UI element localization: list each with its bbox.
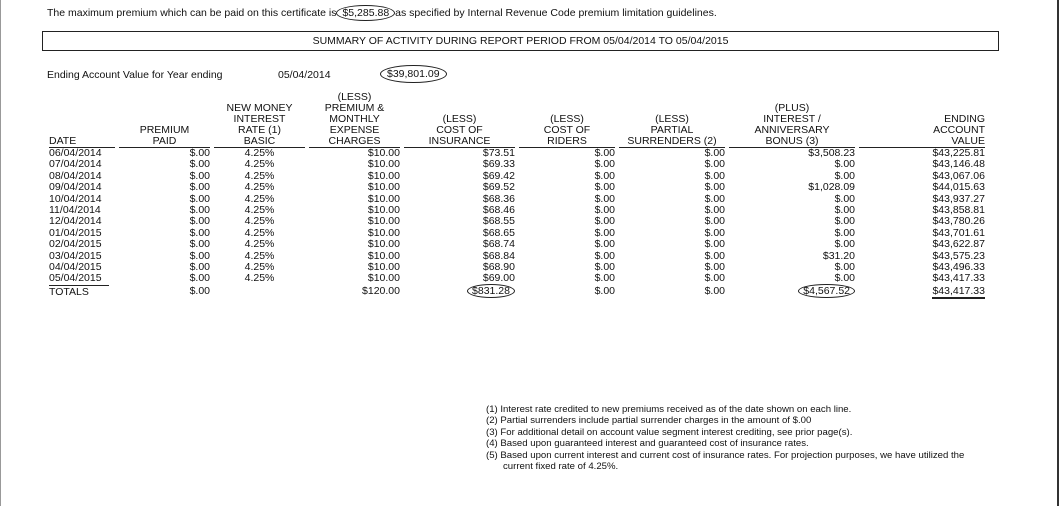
cell-ending-value: $44,015.63 xyxy=(932,181,985,194)
cell-premium-paid: $.00 xyxy=(189,226,210,239)
cell-date: 03/04/2015 xyxy=(49,249,102,262)
column-header-ending-value xyxy=(857,92,987,148)
max-premium-amount: $5,285.88 xyxy=(336,5,395,21)
cell-expense-charges: $10.00 xyxy=(367,181,400,194)
cell-ending-value: $43,780.26 xyxy=(932,215,985,228)
cell-cost-of-riders: $.00 xyxy=(594,181,615,194)
cell-interest-bonus: $31.20 xyxy=(822,249,855,262)
cell-premium-paid: $.00 xyxy=(189,181,210,194)
cell-ending-value: $43,701.61 xyxy=(932,226,985,239)
cell-ending-value: $43,937.27 xyxy=(932,192,985,205)
cell-cost-of-riders: $.00 xyxy=(594,169,615,182)
cell-interest-bonus: $.00 xyxy=(834,261,855,274)
cell-interest-bonus: $3,508.23 xyxy=(808,147,855,159)
cell-cost-of-riders: $.00 xyxy=(594,215,615,228)
ending-account-value: $39,801.09 xyxy=(380,65,447,83)
footnote-5: (5) Based upon current interest and current cost of insurance rates. For projection purposes, we have utilized the xyxy=(486,449,965,461)
cell-premium-paid: $.00 xyxy=(189,192,210,205)
column-header-line: (LESS) xyxy=(442,113,477,125)
cell-premium-paid: $.00 xyxy=(189,272,210,285)
column-header-line: (LESS) xyxy=(550,113,584,125)
footnote-3: (3) For additional detail on account value segment interest crediting, see prior page(s). xyxy=(486,426,853,438)
cell-partial-surrenders: $.00 xyxy=(704,272,725,285)
cell-interest-rate: 4.25% xyxy=(244,147,275,159)
footnote-5-continued: current fixed rate of 4.25%. xyxy=(503,461,619,473)
cell-date: 11/04/2014 xyxy=(49,204,101,217)
cell-date: 04/04/2015 xyxy=(49,261,102,274)
column-header-line: RATE (1) xyxy=(238,124,281,136)
cell-date: 02/04/2015 xyxy=(49,238,102,251)
totals-premium: $.00 xyxy=(189,285,210,298)
cell-interest-rate: 4.25% xyxy=(244,169,275,182)
table-header-row xyxy=(47,92,987,148)
cell-partial-surrenders: $.00 xyxy=(704,204,725,217)
cell-cost-of-insurance: $68.90 xyxy=(482,261,515,274)
cell-premium-paid: $.00 xyxy=(189,215,210,228)
cell-partial-surrenders: $.00 xyxy=(704,249,725,262)
column-header-line: MONTHLY xyxy=(329,113,380,125)
page-edge-left xyxy=(0,0,1,506)
premium-limit-statement xyxy=(47,7,717,19)
cell-cost-of-riders: $.00 xyxy=(594,238,615,251)
cell-expense-charges: $10.00 xyxy=(367,215,400,228)
column-header-line: ACCOUNT xyxy=(933,124,985,136)
cell-date: 08/04/2014 xyxy=(49,169,102,182)
cell-cost-of-riders: $.00 xyxy=(594,192,615,205)
column-header-partial-surrenders xyxy=(617,92,727,148)
column-header-line: COST OF xyxy=(436,124,483,136)
cell-cost-of-insurance: $68.55 xyxy=(482,215,515,228)
footnote-1: (1) Interest rate credited to new premiums received as of the date shown on each line. xyxy=(486,404,852,415)
cell-expense-charges: $10.00 xyxy=(367,147,400,159)
column-header-line: PREMIUM & xyxy=(324,102,385,114)
footnotes xyxy=(486,404,964,472)
cell-interest-bonus: $.00 xyxy=(834,192,855,205)
column-header-date xyxy=(47,92,117,148)
cell-date: 05/04/2015 xyxy=(49,272,102,285)
footnote-2: (2) Partial surrenders include partial surrender charges in the amount of $.00 xyxy=(486,415,812,427)
cell-premium-paid: $.00 xyxy=(189,169,210,182)
summary-title: SUMMARY OF ACTIVITY DURING REPORT PERIOD FROM 05/04/2014 TO 05/04/2015 xyxy=(312,35,729,47)
cell-partial-surrenders: $.00 xyxy=(704,215,725,228)
cell-cost-of-riders: $.00 xyxy=(594,204,615,217)
cell-interest-rate: 4.25% xyxy=(244,204,275,217)
cell-interest-bonus: $.00 xyxy=(834,272,855,285)
cell-date: 06/04/2014 xyxy=(49,147,102,159)
summary-title-box xyxy=(42,31,999,51)
footnote-4: (4) Based upon guaranteed interest and guaranteed cost of insurance rates. xyxy=(486,438,809,450)
cell-interest-rate: 4.25% xyxy=(244,249,275,262)
ending-account-label: Ending Account Value for Year ending xyxy=(47,69,223,81)
column-header-line: EXPENSE xyxy=(329,124,380,136)
column-header-line: INTEREST xyxy=(233,113,286,125)
cell-partial-surrenders: $.00 xyxy=(704,192,725,205)
column-header-line: INSURANCE xyxy=(404,136,515,148)
column-header-line: BONUS (3) xyxy=(729,136,855,148)
cell-date: 01/04/2015 xyxy=(49,226,102,239)
cell-premium-paid: $.00 xyxy=(189,147,210,159)
cell-premium-paid: $.00 xyxy=(189,249,210,262)
cell-cost-of-riders: $.00 xyxy=(594,261,615,274)
cell-cost-of-insurance: $68.84 xyxy=(482,249,515,262)
cell-interest-bonus: $.00 xyxy=(834,238,855,251)
cell-expense-charges: $10.00 xyxy=(367,272,400,285)
cell-ending-value: $43,146.48 xyxy=(932,158,985,171)
table-row xyxy=(47,182,987,193)
column-header-line: RIDERS xyxy=(519,136,615,148)
cell-ending-value: $43,067.06 xyxy=(932,169,985,182)
premium-limit-text-before: The maximum premium which can be paid on this certificate is xyxy=(47,7,337,19)
cell-expense-charges: $10.00 xyxy=(367,158,400,171)
cell-ending-value: $43,496.33 xyxy=(932,261,985,274)
cell-date: 09/04/2014 xyxy=(49,181,102,194)
cell-interest-bonus: $.00 xyxy=(834,226,855,239)
cell-ending-value: $43,225.81 xyxy=(932,147,985,159)
cell-premium-paid: $.00 xyxy=(189,158,210,171)
cell-cost-of-riders: $.00 xyxy=(594,158,615,171)
column-header-line: VALUE xyxy=(859,136,985,148)
activity-table xyxy=(47,92,987,298)
cell-cost-of-insurance: $69.00 xyxy=(482,272,515,285)
table-row xyxy=(47,239,987,250)
totals-riders: $.00 xyxy=(594,285,615,298)
totals-bonus: $4,567.52 xyxy=(727,285,857,298)
cell-expense-charges: $10.00 xyxy=(367,192,400,205)
cell-interest-rate: 4.25% xyxy=(244,181,275,194)
table-row xyxy=(47,273,987,284)
column-header-line xyxy=(49,92,115,103)
totals-surrenders: $.00 xyxy=(704,285,725,298)
cell-interest-bonus: $.00 xyxy=(834,169,855,182)
cell-cost-of-insurance: $68.74 xyxy=(482,238,515,251)
cell-cost-of-insurance: $69.52 xyxy=(482,181,515,194)
cell-expense-charges: $10.00 xyxy=(367,169,400,182)
cell-premium-paid: $.00 xyxy=(189,261,210,274)
totals-label: TOTALS xyxy=(47,285,117,298)
cell-cost-of-insurance: $68.36 xyxy=(482,192,515,205)
cell-expense-charges: $10.00 xyxy=(367,238,400,251)
cell-interest-bonus: $.00 xyxy=(834,215,855,228)
totals-coi: $831.28 xyxy=(402,285,517,298)
cell-cost-of-riders: $.00 xyxy=(594,272,615,285)
table-body xyxy=(47,148,987,285)
cell-partial-surrenders: $.00 xyxy=(704,147,725,159)
cell-interest-rate: 4.25% xyxy=(244,238,275,251)
cell-partial-surrenders: $.00 xyxy=(704,238,725,251)
column-header-line xyxy=(49,114,115,125)
cell-cost-of-riders: $.00 xyxy=(594,249,615,262)
cell-cost-of-insurance: $73.51 xyxy=(482,147,515,159)
column-header-line: ANNIVERSARY xyxy=(754,124,830,136)
column-header-line: SURRENDERS (2) xyxy=(619,136,725,148)
cell-ending-value: $43,622.87 xyxy=(932,238,985,251)
column-header-line: PAID xyxy=(119,136,210,148)
cell-expense-charges: $10.00 xyxy=(367,226,400,239)
cell-interest-bonus: $1,028.09 xyxy=(808,181,855,194)
ending-account-date: 05/04/2014 xyxy=(278,69,331,81)
totals-ending: $43,417.33 xyxy=(932,285,985,298)
cell-ending-value: $43,417.33 xyxy=(932,272,985,285)
column-header-line: (LESS) xyxy=(337,91,372,103)
column-header-premium-paid xyxy=(117,92,212,148)
cell-cost-of-insurance: $68.65 xyxy=(482,226,515,239)
cell-premium-paid: $.00 xyxy=(189,204,210,217)
cell-cost-of-insurance: $69.33 xyxy=(482,158,515,171)
cell-partial-surrenders: $.00 xyxy=(704,226,725,239)
column-header-line xyxy=(49,103,115,114)
totals-row xyxy=(47,285,987,298)
cell-interest-rate: 4.25% xyxy=(244,261,275,274)
column-header-line: BASIC xyxy=(214,136,305,148)
column-header-line: NEW MONEY xyxy=(226,102,293,114)
cell-ending-value: $43,858.81 xyxy=(932,204,985,217)
cell-partial-surrenders: $.00 xyxy=(704,158,725,171)
totals-expense: $120.00 xyxy=(362,285,400,298)
column-header-cost-of-riders xyxy=(517,92,617,148)
cell-cost-of-insurance: $69.42 xyxy=(482,169,515,182)
column-header-cost-of-insurance xyxy=(402,92,517,148)
cell-date: 12/04/2014 xyxy=(49,215,102,228)
column-header-line: ENDING xyxy=(944,113,985,125)
column-header-line: CHARGES xyxy=(309,136,400,148)
cell-interest-rate: 4.25% xyxy=(244,158,275,171)
cell-interest-rate: 4.25% xyxy=(244,226,275,239)
column-header-line: PREMIUM xyxy=(139,124,190,136)
cell-partial-surrenders: $.00 xyxy=(704,261,725,274)
cell-cost-of-riders: $.00 xyxy=(594,147,615,159)
cell-cost-of-insurance: $68.46 xyxy=(482,204,515,217)
cell-interest-rate: 4.25% xyxy=(244,215,275,228)
cell-date: 07/04/2014 xyxy=(49,158,102,171)
column-header-line: INTEREST / xyxy=(763,113,821,125)
column-header-interest-rate xyxy=(212,92,307,148)
cell-interest-rate: 4.25% xyxy=(244,272,275,285)
cell-expense-charges: $10.00 xyxy=(367,249,400,262)
cell-interest-bonus: $.00 xyxy=(834,158,855,171)
cell-expense-charges: $10.00 xyxy=(367,261,400,274)
premium-limit-text-after: as specified by Internal Revenue Code premium limitation guidelines. xyxy=(395,7,717,19)
column-header-line: COST OF xyxy=(543,124,591,136)
totals-interest-rate xyxy=(212,285,307,298)
cell-cost-of-riders: $.00 xyxy=(594,226,615,239)
cell-partial-surrenders: $.00 xyxy=(704,169,725,182)
column-header-expense-charges xyxy=(307,92,402,148)
column-header-line xyxy=(859,92,985,103)
cell-interest-bonus: $.00 xyxy=(834,204,855,217)
cell-expense-charges: $10.00 xyxy=(367,204,400,217)
cell-ending-value: $43,575.23 xyxy=(932,249,985,262)
cell-premium-paid: $.00 xyxy=(189,238,210,251)
cell-partial-surrenders: $.00 xyxy=(704,181,725,194)
cell-interest-rate: 4.25% xyxy=(244,192,275,205)
column-header-interest-bonus xyxy=(727,92,857,148)
column-header-line: (LESS) xyxy=(655,113,689,125)
column-header-line: PARTIAL xyxy=(650,124,694,136)
column-header-line: DATE xyxy=(49,136,115,148)
column-header-line: (PLUS) xyxy=(774,102,810,114)
cell-date: 10/04/2014 xyxy=(49,192,102,205)
